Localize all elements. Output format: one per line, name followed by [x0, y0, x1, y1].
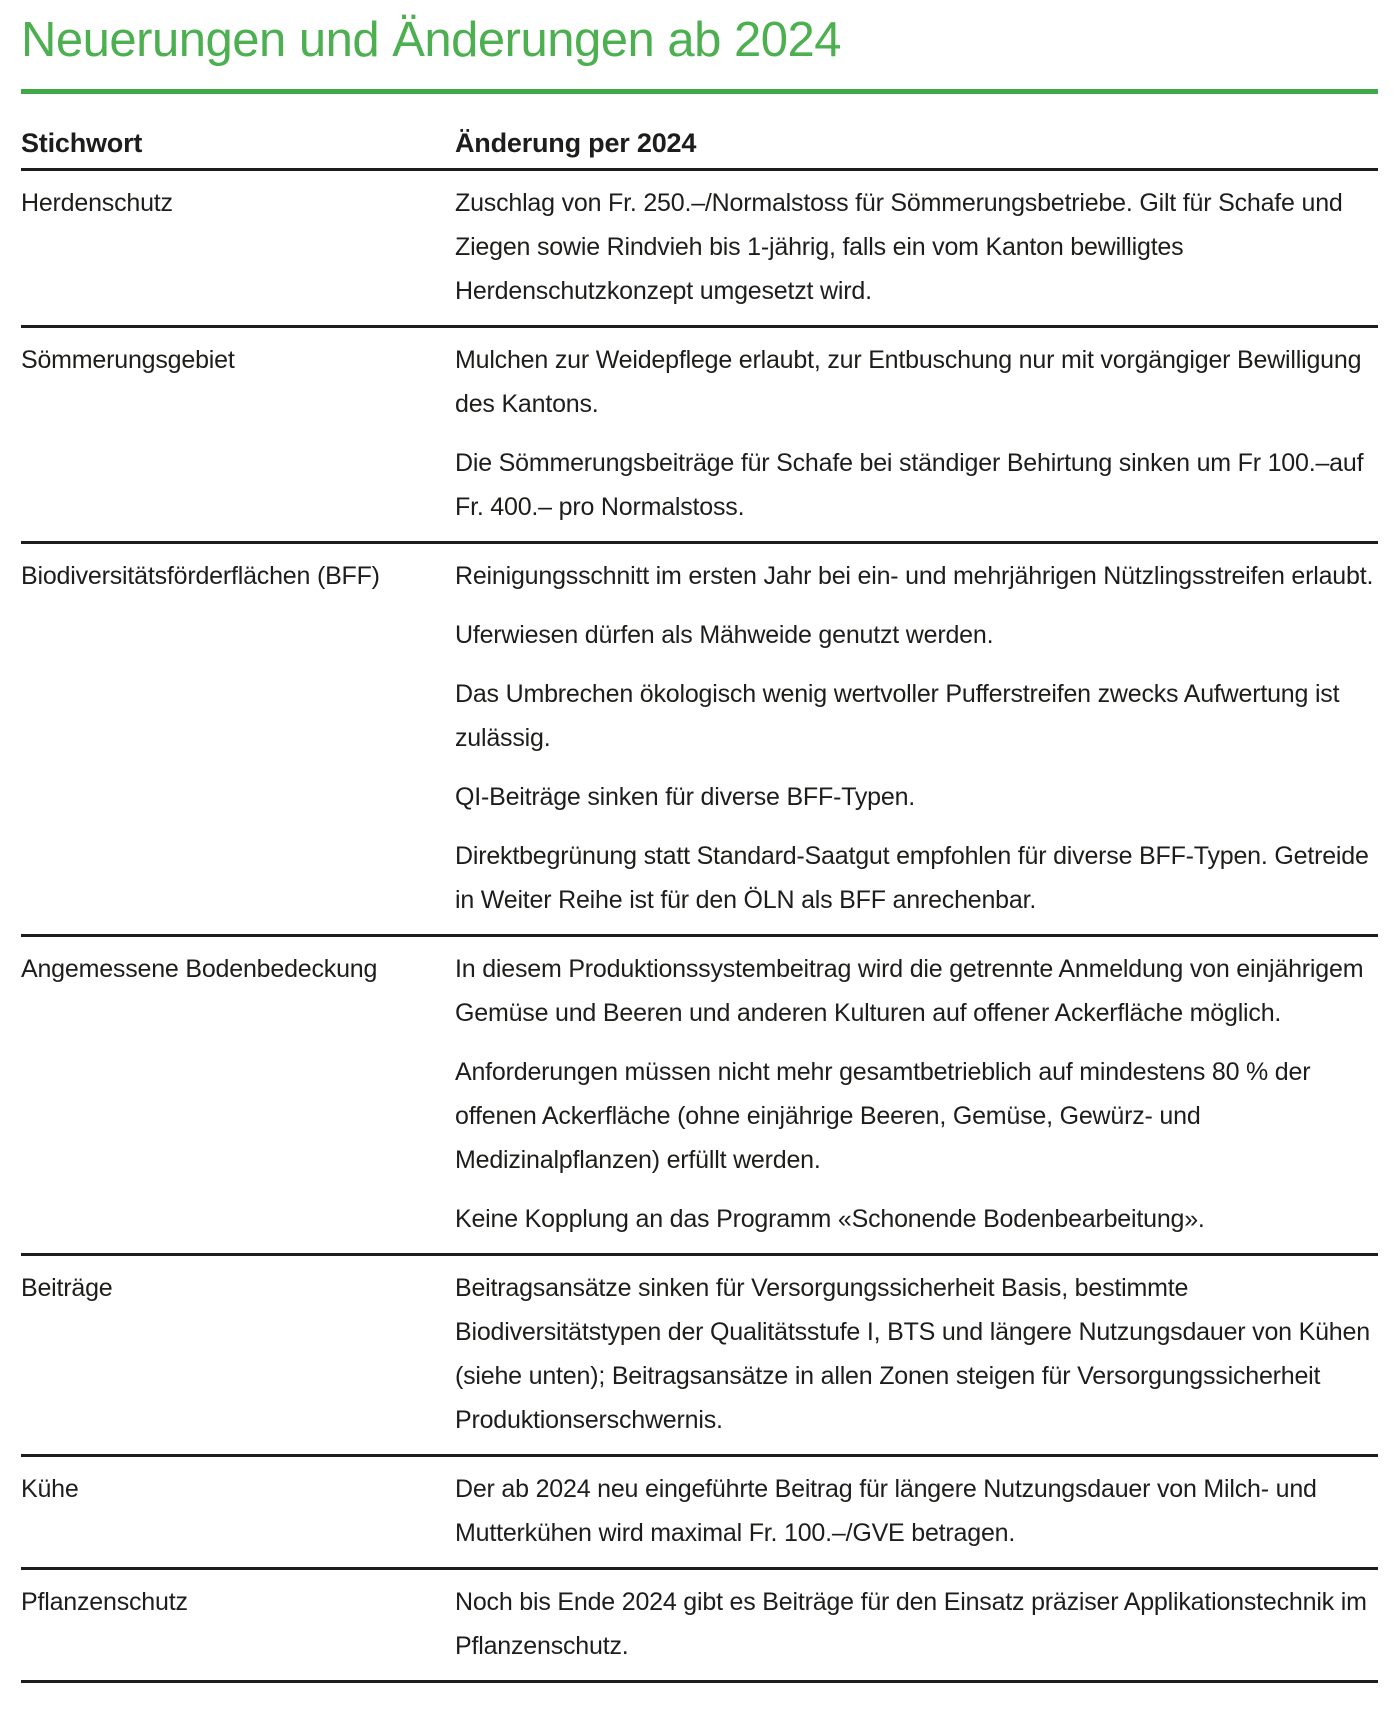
keyword-cell: Angemessene Bodenbedeckung [21, 955, 378, 984]
change-paragraph: Direktbegrünung statt Standard-Saatgut empfohlen für diverse BFF-Typen. Getreide in Weiter Reihe ist für den ÖLN als BFF anrechenbar. [455, 842, 1369, 915]
change-paragraph: Die Sömmerungsbeiträge für Schafe bei ständiger Behirtung sinken um Fr 100.–auf Fr. 400.– pro Normalstoss. [455, 449, 1364, 522]
keyword-cell: Beiträge [21, 1274, 113, 1303]
change-paragraph: Das Umbrechen ökologisch wenig wertvoller Pufferstreifen zwecks Aufwertung ist zulässig. [455, 680, 1340, 753]
table-row [21, 1570, 1378, 1683]
keyword-cell: Kühe [21, 1475, 79, 1504]
table-row [21, 1256, 1378, 1457]
change-cell [455, 554, 1378, 922]
change-cell [455, 1266, 1378, 1442]
keyword-cell: Biodiversitätsförderflächen (BFF) [21, 562, 380, 591]
keyword-cell: Sömmerungsgebiet [21, 346, 235, 375]
change-cell [455, 947, 1378, 1241]
changes-table [21, 128, 1378, 1683]
change-paragraph: Noch bis Ende 2024 gibt es Beiträge für den Einsatz präziser Applikationstechnik im Pflanzenschutz. [455, 1588, 1367, 1661]
change-paragraph: In diesem Produktionssystembeitrag wird die getrennte Anmeldung von einjährigem Gemüse und Beeren und anderen Kulturen auf offener Ackerfläche möglich. [455, 955, 1364, 1028]
change-paragraph: Keine Kopplung an das Programm «Schonende Bodenbearbeitung». [455, 1205, 1205, 1234]
table-row [21, 328, 1378, 544]
change-paragraph: Anforderungen müssen nicht mehr gesamtbetrieblich auf mindestens 80 % der offenen Ackerfläche (ohne einjährige Beeren, Gemüse, Gewürz- und Medizinalpflanzen) erfüllt werden. [455, 1058, 1311, 1175]
change-paragraph: Mulchen zur Weidepflege erlaubt, zur Entbuschung nur mit vorgängiger Bewilligung des Kantons. [455, 346, 1362, 419]
column-header-aenderung: Änderung per 2024 [455, 128, 697, 159]
change-cell [455, 1580, 1378, 1668]
column-header-stichwort: Stichwort [21, 128, 143, 159]
change-paragraph: Beitragsansätze sinken für Versorgungssicherheit Basis, bestimmte Biodiversitätstypen der Qualitätsstufe I, BTS und längere Nutzungsdauer von Kühen (siehe unten); Beitragsansätze in allen Zonen steigen für Versorgungssicherheit Produktionserschwernis. [455, 1274, 1370, 1435]
keyword-cell: Herdenschutz [21, 189, 173, 218]
table-row [21, 937, 1378, 1256]
change-cell [455, 338, 1378, 529]
title-accent-rule [21, 89, 1378, 94]
change-paragraph: Der ab 2024 neu eingeführte Beitrag für längere Nutzungsdauer von Milch- und Mutterkühen wird maximal Fr. 100.–/GVE betragen. [455, 1475, 1317, 1548]
change-paragraph: Reinigungsschnitt im ersten Jahr bei ein- und mehrjährigen Nützlingsstreifen erlaubt. [455, 562, 1374, 591]
table-row [21, 544, 1378, 937]
change-paragraph: QI-Beiträge sinken für diverse BFF-Typen. [455, 783, 916, 812]
page-title: Neuerungen und Änderungen ab 2024 [21, 13, 841, 67]
change-paragraph: Zuschlag von Fr. 250.–/Normalstoss für Sömmerungsbetriebe. Gilt für Schafe und Ziegen sowie Rindvieh bis 1-jährig, falls ein vom Kanton bewilligtes Herdenschutzkonzept umgesetzt wird. [455, 189, 1343, 306]
keyword-cell: Pflanzenschutz [21, 1588, 188, 1617]
change-cell [455, 181, 1378, 313]
change-paragraph: Uferwiesen dürfen als Mähweide genutzt werden. [455, 621, 994, 650]
table-row [21, 1457, 1378, 1570]
table-header-row [21, 128, 1378, 171]
change-cell [455, 1467, 1378, 1555]
table-row [21, 171, 1378, 328]
table-body [21, 171, 1378, 1683]
